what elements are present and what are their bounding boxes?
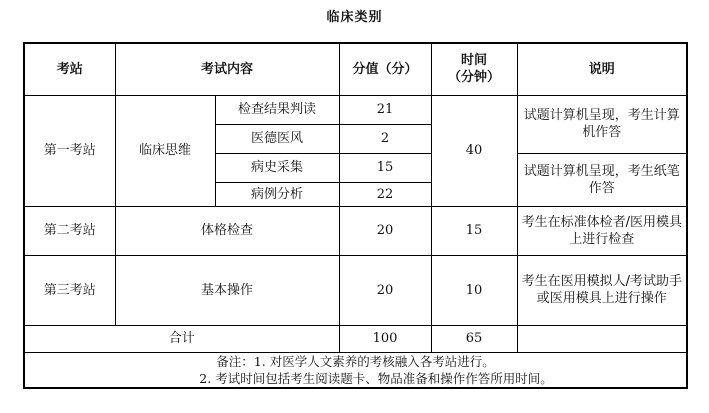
total-row xyxy=(24,325,687,352)
total-time: 65 xyxy=(431,325,517,352)
station-2-desc: 考生在标准体检者/医用模具上进行检查 xyxy=(517,206,687,255)
station-3-label: 第三考站 xyxy=(24,255,115,325)
header-station: 考站 xyxy=(24,43,115,95)
station-1-label: 第一考站 xyxy=(24,95,115,206)
station-2-score: 20 xyxy=(339,206,431,255)
page-title: 临床类别 xyxy=(326,10,383,25)
item-score: 22 xyxy=(339,182,431,206)
header-desc: 说明 xyxy=(517,43,687,95)
total-score: 100 xyxy=(339,325,431,352)
header-time xyxy=(431,43,517,95)
item-score: 21 xyxy=(339,95,431,124)
header-content: 考试内容 xyxy=(115,43,339,95)
item-name: 病史采集 xyxy=(215,153,339,182)
header-time-line2: （分钟） xyxy=(448,70,501,86)
header-row xyxy=(24,43,687,95)
item-score: 15 xyxy=(339,153,431,182)
total-label: 合计 xyxy=(24,325,339,352)
station-1-desc-a: 试题计算机呈现，考生计算机作答 xyxy=(517,95,687,153)
table-row xyxy=(24,255,687,325)
station-3-desc: 考生在医用模拟人/考试助手或医用模具上进行操作 xyxy=(517,255,687,325)
station-3-time: 10 xyxy=(431,255,517,325)
station-3-content: 基本操作 xyxy=(115,255,339,325)
table-row xyxy=(24,206,687,255)
note-line-1: 备注：1. 对医学人文素养的考核融入各考站进行。 xyxy=(216,353,495,369)
item-name: 检查结果判读 xyxy=(215,95,339,124)
station-1-category: 临床思维 xyxy=(115,95,215,206)
station-2-content: 体格检查 xyxy=(115,206,339,255)
item-name: 病例分析 xyxy=(215,182,339,206)
header-time-line1: 时间 xyxy=(461,53,488,69)
item-score: 2 xyxy=(339,124,431,153)
station-1-desc-b: 试题计算机呈现，考生纸笔作答 xyxy=(517,153,687,206)
notes-row xyxy=(24,352,687,388)
station-2-time: 15 xyxy=(431,206,517,255)
table-row xyxy=(24,95,687,124)
notes xyxy=(24,352,687,388)
item-name: 医德医风 xyxy=(215,124,339,153)
station-3-score: 20 xyxy=(339,255,431,325)
station-1-time: 40 xyxy=(431,95,517,206)
exam-table xyxy=(23,42,688,389)
total-desc-empty xyxy=(517,325,687,352)
header-score: 分值（分） xyxy=(339,43,431,95)
note-line-2: 2. 考试时间包括考生阅读题卡、物品准备和操作作答所用时间。 xyxy=(199,370,553,386)
station-2-label: 第二考站 xyxy=(24,206,115,255)
